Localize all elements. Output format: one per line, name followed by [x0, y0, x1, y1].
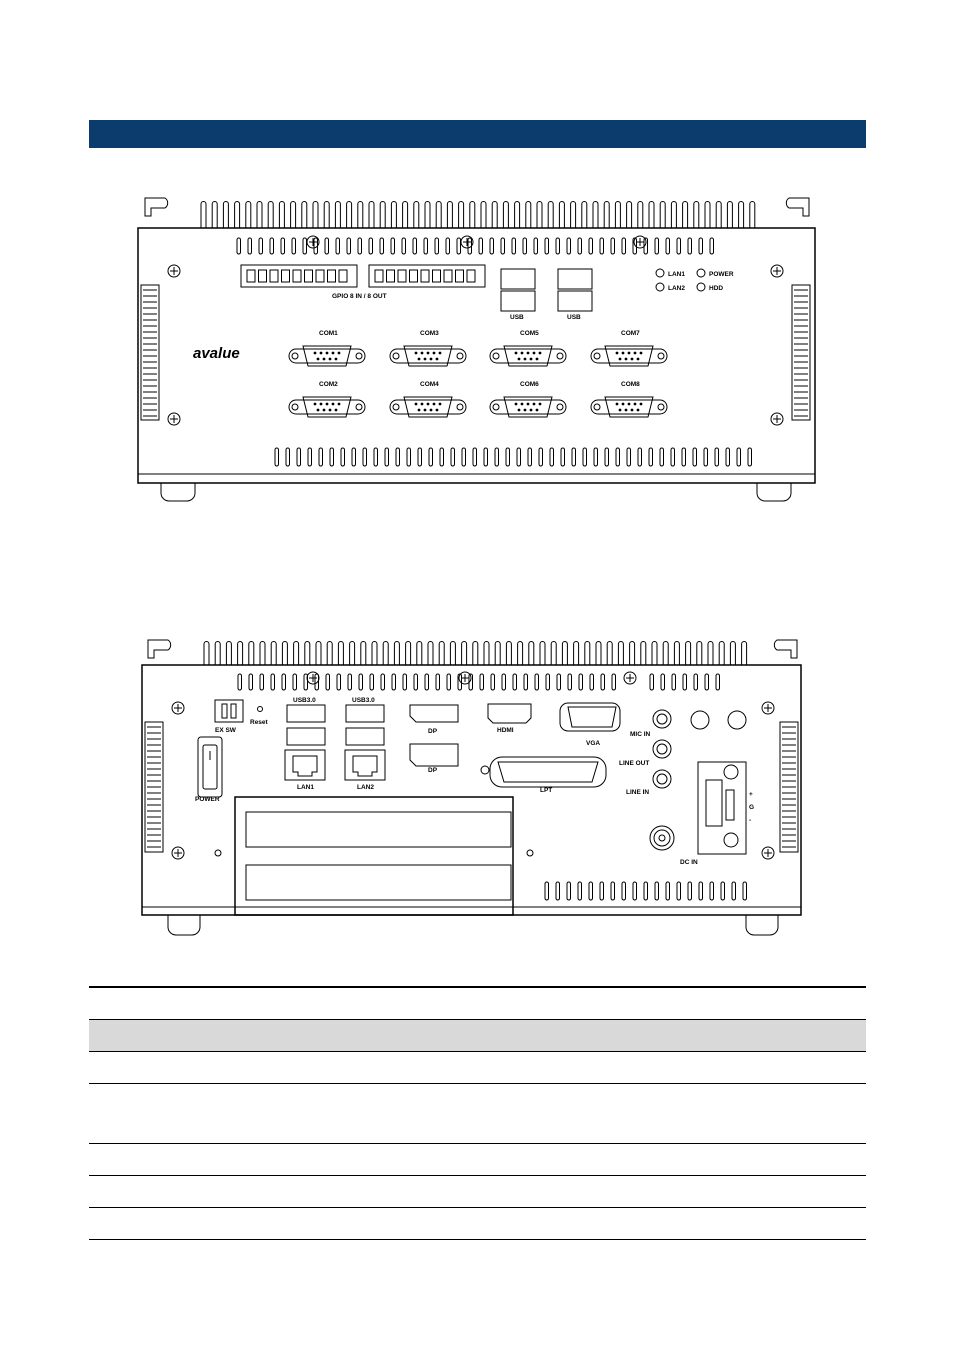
power-label: POWER: [195, 796, 220, 803]
top-vent-slots: [238, 674, 720, 690]
mic-in-jack: [653, 710, 671, 728]
usb-label: USB: [567, 314, 581, 321]
com4-label: COM4: [420, 381, 439, 388]
avalue-logo: avalue: [193, 345, 240, 362]
hdmi-label: HDMI: [497, 727, 514, 734]
mic-in-label: MIC IN: [630, 731, 651, 738]
led-lan2: [656, 283, 664, 291]
table-header-row: [89, 1020, 866, 1052]
bottom-vent-slots: [275, 448, 752, 466]
com1-label: COM1: [319, 330, 338, 337]
screws: [168, 236, 783, 425]
expansion-slot-area: [235, 797, 513, 915]
rear-chassis: [142, 665, 801, 915]
right-side-vent: [792, 285, 810, 420]
screws: [172, 672, 774, 859]
led-label-lan1: LAN1: [668, 271, 685, 278]
usb-port: [558, 269, 592, 289]
dc-in-label: DC IN: [680, 859, 698, 866]
left-side-vent: [141, 285, 159, 420]
com7-label: COM7: [621, 330, 640, 337]
reset-button: [258, 707, 263, 712]
line-in-label: LINE IN: [626, 789, 650, 796]
table-row: [89, 1084, 866, 1144]
table-row: [89, 1208, 866, 1240]
bottom-vent-slots: [545, 882, 747, 900]
led-label-power: POWER: [709, 271, 734, 278]
usb-label: USB: [510, 314, 524, 321]
usb30-label: USB3.0: [352, 697, 375, 704]
table-row: [89, 988, 866, 1020]
com8-label: COM8: [621, 381, 640, 388]
expansion-slot: [246, 812, 511, 847]
usb3-port: [287, 705, 325, 722]
front-panel-drawing: [137, 190, 817, 515]
com6-label: COM6: [520, 381, 539, 388]
spec-table: [89, 986, 866, 1240]
com3-label: COM3: [420, 330, 439, 337]
heatsink-fins: [204, 642, 747, 666]
usb-port: [501, 291, 535, 311]
line-in-jack: [653, 770, 671, 788]
section-header-bar: [89, 120, 866, 148]
rear-panel-svg: [140, 632, 805, 942]
dp-label: DP: [428, 728, 438, 735]
dp-port: [410, 744, 458, 766]
table-row: [89, 1144, 866, 1176]
usb3-port: [346, 705, 384, 722]
usb-port: [558, 291, 592, 311]
led-label-hdd: HDD: [709, 285, 724, 292]
lpt-port: [498, 762, 598, 782]
vga-label: VGA: [586, 740, 601, 747]
terminal-minus-label: -: [749, 817, 752, 824]
terminal-plus-label: +: [749, 791, 753, 798]
heatsink-fins: [201, 202, 755, 229]
antenna-hole: [728, 711, 746, 729]
gpio-label: GPIO 8 IN / 8 OUT: [332, 293, 387, 300]
led-lan1: [656, 269, 664, 277]
line-out-label: LINE OUT: [619, 760, 650, 767]
lpt-label: LPT: [540, 787, 553, 794]
dp-label: DP: [428, 767, 438, 774]
lan1-label: LAN1: [297, 784, 314, 791]
lan2-label: LAN2: [357, 784, 374, 791]
com5-label: COM5: [520, 330, 539, 337]
usb3-port: [346, 728, 384, 745]
hdmi-port: [488, 704, 531, 723]
ex-sw-connector: [215, 700, 243, 722]
antenna-hole: [691, 711, 709, 729]
reset-label: Reset: [250, 719, 268, 726]
expansion-slot: [246, 865, 511, 900]
table-row: [89, 1052, 866, 1084]
led-power: [697, 269, 705, 277]
table-row: [89, 1176, 866, 1208]
usb-port: [501, 269, 535, 289]
front-panel-svg: [137, 190, 817, 515]
led-hdd: [697, 283, 705, 291]
dp-port: [410, 705, 458, 722]
vga-port: [568, 707, 616, 727]
terminal-g-label: G: [749, 804, 755, 811]
line-out-jack: [653, 740, 671, 758]
rear-panel-drawing: [140, 632, 805, 942]
com2-label: COM2: [319, 381, 338, 388]
usb3-port: [287, 728, 325, 745]
com-ports: [289, 346, 667, 417]
power-switch: [198, 737, 222, 797]
ex-sw-label: EX SW: [215, 727, 236, 734]
usb30-label: USB3.0: [293, 697, 316, 704]
led-label-lan2: LAN2: [668, 285, 685, 292]
